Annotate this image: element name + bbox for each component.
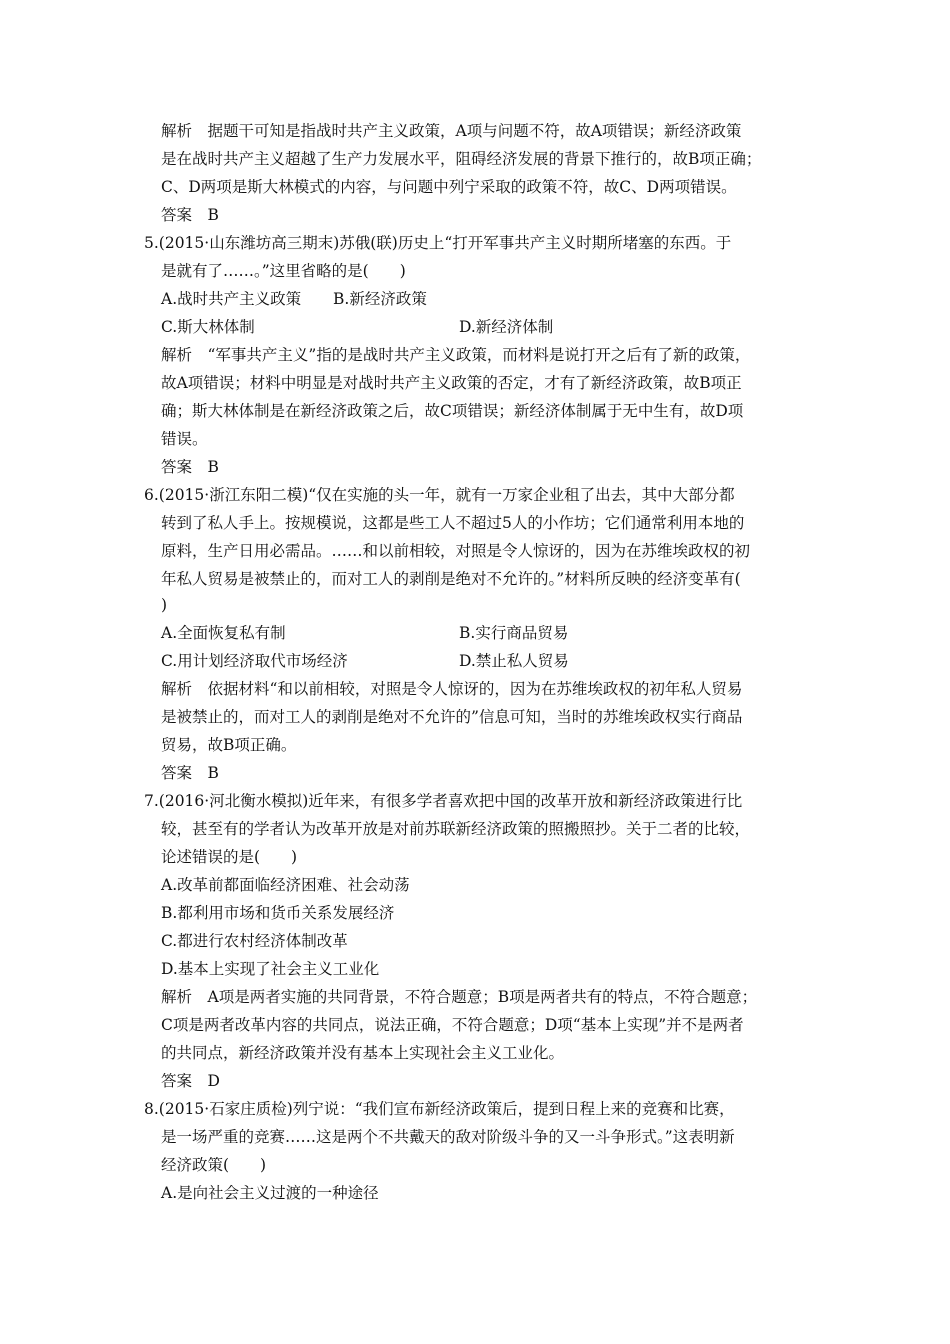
q5-analysis-line-1: 解析 “军事共产主义”指的是战时共产主义政策，而材料是说打开之后有了新的政策，: [161, 346, 751, 364]
q6-analysis-line-1: 解析 依据材料“和以前相较，对照是令人惊讶的，因为在苏维埃政权的初年私人贸易: [161, 680, 743, 698]
q7-analysis-line-3: 的共同点，新经济政策并没有基本上实现社会主义工业化。: [161, 1044, 565, 1062]
q8-option-a: A.是向社会主义过渡的一种途径: [161, 1184, 379, 1202]
q5-analysis-line-2: 故A项错误；材料中明显是对战时共产主义政策的否定，才有了新经济政策，故B项正: [161, 374, 742, 392]
q7-option-c: C.都进行农村经济体制改革: [161, 932, 348, 950]
q5-option-a: A.战时共产主义政策: [161, 290, 302, 308]
q5-stem-line-1: 5.(2015·山东潍坊高三期末)苏俄(联)历史上“打开军事共产主义时期所堵塞的东西。于: [144, 234, 732, 252]
q4-answer: 答案 B: [161, 206, 219, 224]
q6-option-d: D.禁止私人贸易: [459, 652, 569, 670]
q7-stem-line-3: 论述错误的是( ): [161, 848, 298, 866]
q6-analysis-line-3: 贸易，故B项正确。: [161, 736, 297, 754]
q6-stem-line-5: ): [161, 596, 168, 614]
q8-stem-line-3: 经济政策( ): [161, 1156, 267, 1174]
q7-stem-line-2: 较，甚至有的学者认为改革开放是对前苏联新经济政策的照搬照抄。关于二者的比较，: [161, 820, 751, 838]
q7-option-a: A.改革前都面临经济困难、社会动荡: [161, 876, 410, 894]
q4-analysis-line-1: 解析 据题干可知是指战时共产主义政策，A项与问题不符，故A项错误；新经济政策: [161, 122, 742, 140]
q7-analysis-line-2: C项是两者改革内容的共同点，说法正确，不符合题意；D项“基本上实现”并不是两者: [161, 1016, 744, 1034]
q6-option-c: C.用计划经济取代市场经济: [161, 652, 348, 670]
q6-option-b: B.实行商品贸易: [459, 624, 569, 642]
q5-option-b: B.新经济政策: [333, 290, 427, 308]
q7-option-d: D.基本上实现了社会主义工业化: [161, 960, 380, 978]
q5-analysis-line-3: 确；斯大林体制是在新经济政策之后，故C项错误；新经济体制属于无中生有，故D项: [161, 402, 744, 420]
q5-answer: 答案 B: [161, 458, 219, 476]
q4-analysis-line-2: 是在战时共产主义超越了生产力发展水平，阻碍经济发展的背景下推行的，故B项正确；: [161, 150, 762, 168]
q4-analysis-line-3: C、D两项是斯大林模式的内容，与问题中列宁采取的政策不符，故C、D两项错误。: [161, 178, 737, 196]
q7-option-b: B.都利用市场和货币关系发展经济: [161, 904, 395, 922]
q8-stem-line-2: 是一场严重的竞赛……这是两个不共戴天的敌对阶级斗争的又一斗争形式。”这表明新: [161, 1128, 735, 1146]
q5-option-c: C.斯大林体制: [161, 318, 255, 336]
q5-stem-line-2: 是就有了……。”这里省略的是( ): [161, 262, 406, 280]
q6-option-a: A.全面恢复私有制: [161, 624, 286, 642]
q7-analysis-line-1: 解析 A项是两者实施的共同背景，不符合题意；B项是两者共有的特点，不符合题意；: [161, 988, 758, 1006]
q5-option-d: D.新经济体制: [459, 318, 554, 336]
q7-answer: 答案 D: [161, 1072, 220, 1090]
q5-analysis-line-4: 错误。: [161, 430, 208, 448]
q6-stem-line-1: 6.(2015·浙江东阳二模)“仅在实施的头一年，就有一万家企业租了出去，其中大部分都: [144, 486, 735, 504]
q6-stem-line-4: 年私人贸易是被禁止的，而对工人的剥削是绝对不允许的。”材料所反映的经济变革有(: [161, 570, 741, 588]
q7-stem-line-1: 7.(2016·河北衡水模拟)近年来，有很多学者喜欢把中国的改革开放和新经济政策进行比: [144, 792, 743, 810]
q8-stem-line-1: 8.(2015·石家庄质检)列宁说：“我们宣布新经济政策后，提到日程上来的竞赛和比赛，: [144, 1100, 735, 1118]
q6-stem-line-3: 原料，生产日用必需品。……和以前相较，对照是令人惊讶的，因为在苏维埃政权的初: [161, 542, 751, 560]
q6-stem-line-2: 转到了私人手上。按规模说，这都是些工人不超过5人的小作坊；它们通常利用本地的: [161, 514, 745, 532]
q6-analysis-line-2: 是被禁止的，而对工人的剥削是绝对不允许的”信息可知，当时的苏维埃政权实行商品: [161, 708, 743, 726]
q6-answer: 答案 B: [161, 764, 219, 782]
